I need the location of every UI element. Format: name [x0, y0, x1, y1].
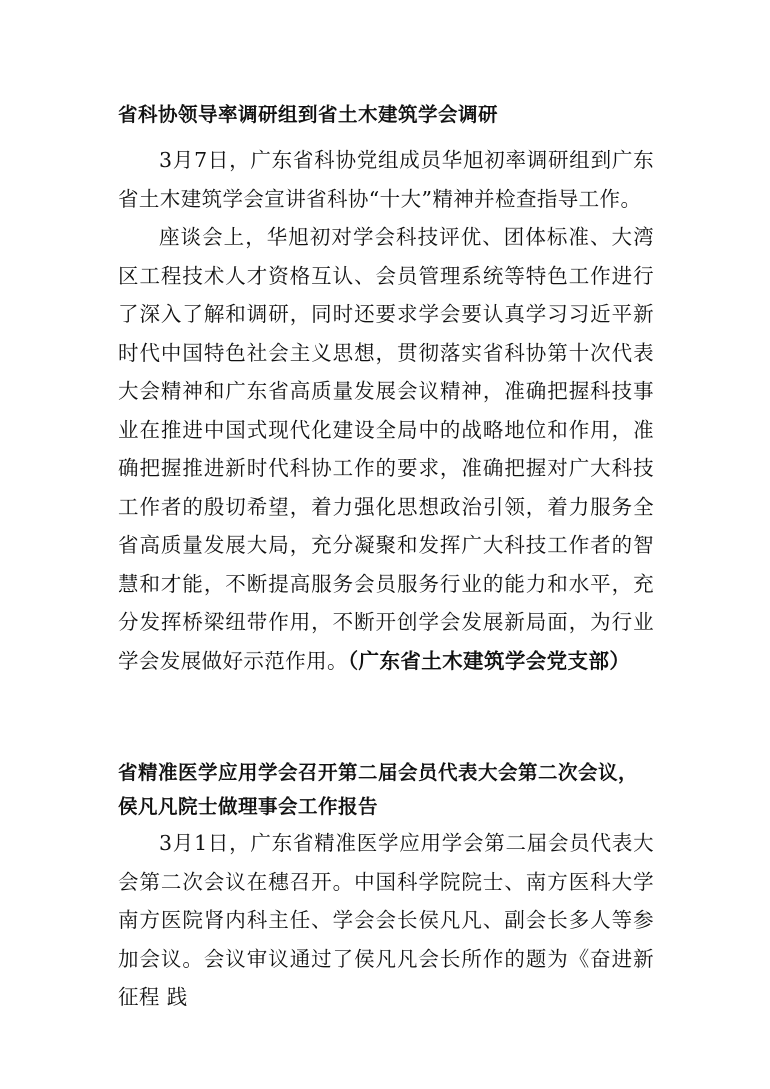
- news-article: [118, 756, 654, 1017]
- article-paragraph: 3月1日，广东省精准医学应用学会第二届会员代表大会第二次会议在穗召开。中国科学院院士、南方医科大学南方医院肾内科主任、学会会长侯凡凡、副会长多人等参加会议。会议审议通过了侯凡凡会长所作的题为《奋进新征程 践: [118, 831, 654, 1009]
- paragraph-text: 座谈会上，华旭初对学会科技评优、团体标准、大湾区工程技术人才资格互认、会员管理系统等特色工作进行了深入了解和调研，同时还要求学会要认真学习习近平新时代中国特色社会主义思想，贯彻落实省科协第十次代表大会精神和广东省高质量发展会议精神，准确把握科技事业在推进中国式现代化建设全局中的战略地位和作用，准确把握推进新时代科协工作的要求，准确把握对广大科技工作者的殷切希望，着力强化思想政治引领，着力服务全省高质量发展大局，充分凝聚和发挥广大科技工作者的智慧和才能，不断提高服务会员服务行业的能力和水平，充分发挥桥梁纽带作用，不断开创学会发展新局面，为行业学会发展做好示范作用。: [118, 225, 654, 673]
- article-source: （广东省土木建筑学会党支部）: [347, 648, 631, 673]
- article-headline: 省精准医学应用学会召开第二届会员代表大会第二次会议，侯凡凡院士做理事会工作报告: [118, 761, 639, 818]
- article-paragraph: [118, 218, 654, 680]
- news-article: [118, 98, 654, 680]
- article-paragraph: 3月7日，广东省科协党组成员华旭初率调研组到广东省土木建筑学会宣讲省科协“十大”精神并检查指导工作。: [118, 148, 654, 211]
- article-headline: 省科协领导率调研组到省土木建筑学会调研: [118, 103, 499, 126]
